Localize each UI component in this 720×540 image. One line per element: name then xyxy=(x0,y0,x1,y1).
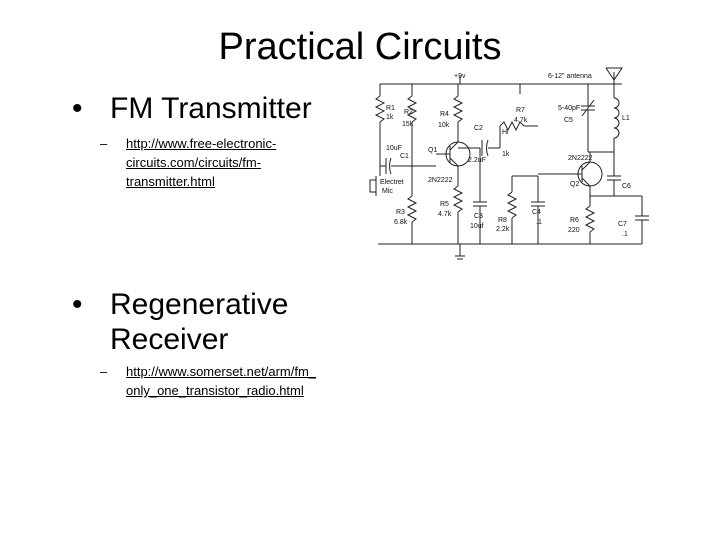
mic-label-1: Electret xyxy=(380,179,404,186)
c2-label: C2 xyxy=(474,125,483,132)
bullet-label: FM Transmitter xyxy=(110,92,312,125)
r1-value: 1k xyxy=(386,114,394,121)
r4-value: 10k xyxy=(438,122,450,129)
c7-label: C7 xyxy=(618,221,627,228)
q2-label: Q2 xyxy=(570,181,580,188)
r3-label: R3 xyxy=(396,209,405,216)
fm-transmitter-schematic xyxy=(360,66,660,266)
sub-bullet-fm-link xyxy=(100,134,340,191)
c2-note-1k: 1k xyxy=(502,151,510,158)
bullet-dot: • xyxy=(72,92,83,125)
r5-value: 4.7k xyxy=(438,211,452,218)
r8-label: R8 xyxy=(498,217,507,224)
fm-transmitter-link-line-3[interactable]: transmitter.html xyxy=(126,174,215,189)
r2-value: 15k xyxy=(402,121,414,128)
c1-label: C1 xyxy=(400,153,409,160)
antenna-label: 6-12" antenna xyxy=(548,73,592,80)
fm-transmitter-link-line-1[interactable]: http://www.free-electronic- xyxy=(126,136,277,151)
bullet-dot: • xyxy=(72,288,83,321)
receiver-link-line-2[interactable]: only_one_transistor_radio.html xyxy=(126,383,304,398)
c6-label: C6 xyxy=(622,183,631,190)
r8-value: 2.2k xyxy=(496,226,510,233)
c4-value: .1 xyxy=(536,219,542,226)
r3-value: 6.8k xyxy=(394,219,408,226)
c1-value: 10uF xyxy=(386,145,402,152)
c3-label: C3 xyxy=(474,213,483,220)
bullet-label-line-2: Receiver xyxy=(110,323,229,356)
q1-label: Q1 xyxy=(428,147,438,154)
sub-bullet-receiver-link xyxy=(100,362,370,400)
c4-label: C4 xyxy=(532,209,541,216)
c5-label: C5 xyxy=(564,117,573,124)
bullet-regenerative-receiver xyxy=(72,288,332,358)
r7-label: R7 xyxy=(516,107,525,114)
c3-value: 10uf xyxy=(470,223,484,230)
c7-value: .1 xyxy=(622,231,628,238)
r6-value: 220 xyxy=(568,227,580,234)
l1-label: L1 xyxy=(622,115,630,122)
supply-label: +9v xyxy=(454,73,466,80)
q2-type: 2N2222 xyxy=(568,155,593,162)
r4-label: R4 xyxy=(440,111,449,118)
dash-marker: – xyxy=(100,364,108,379)
r7-value: 4.7k xyxy=(514,117,528,124)
q1-type: 2N2222 xyxy=(428,177,453,184)
cap-2-2uf: 2.2uF xyxy=(468,157,486,164)
receiver-link-line-1[interactable]: http://www.somerset.net/arm/fm_ xyxy=(126,364,317,379)
mic-label-2: Mic xyxy=(382,188,393,195)
c2-note-hi: Hi xyxy=(502,129,509,136)
bullet-fm-transmitter xyxy=(72,92,352,126)
r2-label: R2 xyxy=(404,109,413,116)
fm-transmitter-link-line-2[interactable]: circuits.com/circuits/fm- xyxy=(126,155,262,170)
r5-label: R5 xyxy=(440,201,449,208)
r6-label: R6 xyxy=(570,217,579,224)
bullet-label-line-1: Regenerative xyxy=(110,288,289,321)
dash-marker: – xyxy=(100,136,108,151)
slide-title: Practical Circuits xyxy=(218,26,502,68)
r1-label: R1 xyxy=(386,105,395,112)
c5-value: 5-40pF xyxy=(558,105,581,112)
